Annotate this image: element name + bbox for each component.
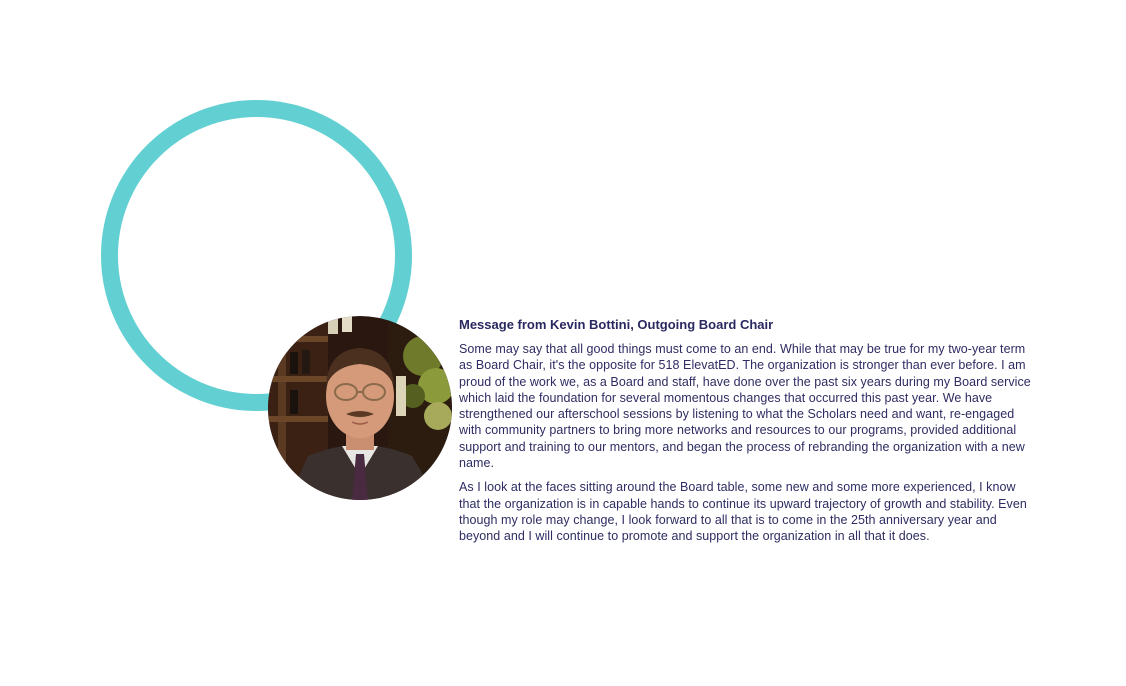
kevin-bottini-portrait xyxy=(268,316,452,500)
message-paragraph-2: As I look at the faces sitting around the Board table, some new and some more experienced, I know that the organization is in capable hands to continue its upward trajectory of growth and stability. Even though my role may change, I look forward to all that is to come in the 25th anniversary year and beyond and I will continue to promote and support the organization in all that it does. xyxy=(459,480,1027,544)
message-paragraph-1: Some may say that all good things must come to an end. While that may be true for my two-year term as Board Chair, it's the opposite for 518 ElevatED. The organization is stronger than ever before. I am proud of the work we, as a Board and staff, have done over the past six years during my Board service which laid the foundation for several momentous changes that occurred this past year. We have strengthened our afterschool sessions by listening to what the Scholars need and want, re-engaged with community partners to bring more networks and resources to our programs, provided additional support and training to our mentors, and began the process of rebranding the organization with a new name. xyxy=(459,342,1031,471)
message-heading: Message from Kevin Bottini, Outgoing Board Chair xyxy=(459,317,774,332)
message-text-block xyxy=(459,316,1031,553)
